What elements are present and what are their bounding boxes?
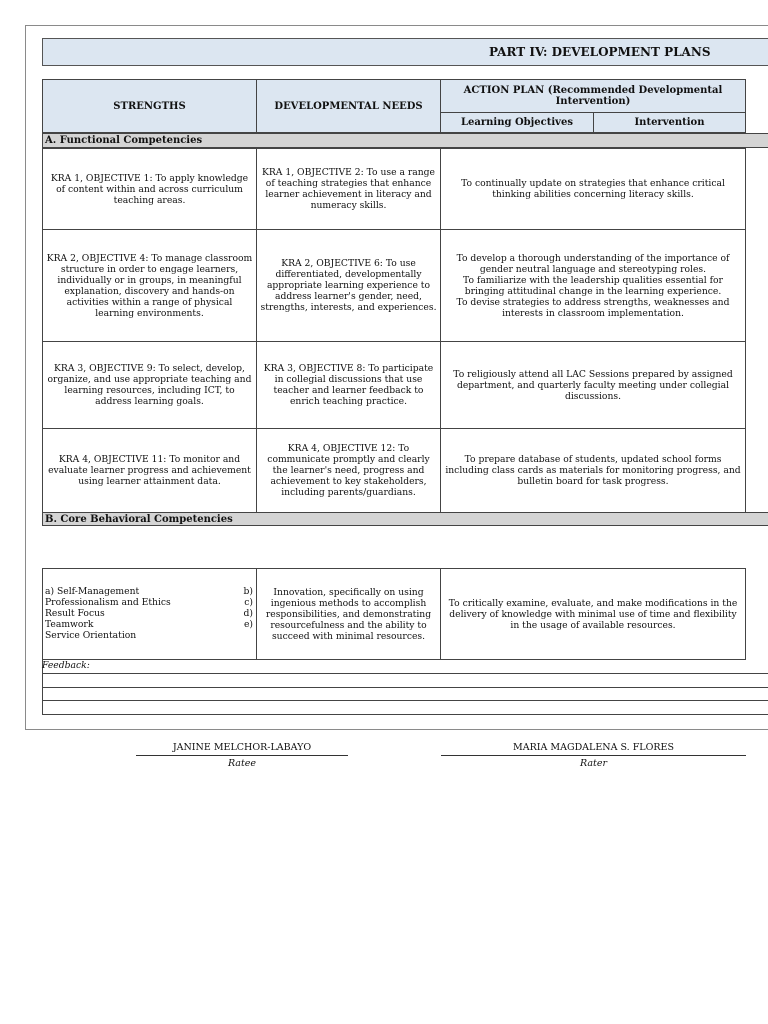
page-title: PART IV: DEVELOPMENT PLANS <box>489 45 711 59</box>
rater-name: MARIA MAGDALENA S. FLORES <box>441 742 746 756</box>
feedback-line <box>42 687 768 688</box>
header-action-plan-label: ACTION PLAN (Recommended Developmental Intervention) <box>463 85 723 107</box>
section-a-label: A. Functional Competencies <box>42 133 768 148</box>
row4-action: To prepare database of students, updated school forms including class cards as materials for monitoring progress, and bulletin board for task progress. <box>440 428 746 513</box>
core-item: Result Focus d) <box>45 608 253 619</box>
feedback-line <box>42 714 768 715</box>
row2-action-line: To devise strategies to address strengths, weaknesses and interests in classroom implementation. <box>456 296 730 319</box>
core-item: a) Self-Management b) <box>45 586 253 597</box>
core-action: To critically examine, evaluate, and make modifications in the delivery of knowledge with minimal use of time and flexibility in the usage of available resources. <box>440 568 746 660</box>
row1-strength: KRA 1, OBJECTIVE 1: To apply knowledge of content within and across curriculum teaching areas. <box>42 148 257 230</box>
header-learning-objectives <box>440 112 594 133</box>
ratee-role: Ratee <box>227 758 257 769</box>
ratee-name: JANINE MELCHOR-LABAYO <box>136 742 348 756</box>
row2-action-line: To develop a thorough understanding of the importance of gender neutral language and stereotyping roles. <box>456 252 730 275</box>
row3-action: To religiously attend all LAC Sessions prepared by assigned department, and quarterly faculty meeting under collegial discussions. <box>440 341 746 429</box>
page-title-bar <box>42 38 768 66</box>
row1-action: To continually update on strategies that enhance critical thinking abilities concerning literacy skills. <box>440 148 746 230</box>
row3-need: KRA 3, OBJECTIVE 8: To participate in collegial discussions that use teacher and learner feedback to enrich teaching practice. <box>256 341 441 429</box>
header-intervention <box>593 112 746 133</box>
header-learning-objectives-label: Learning Objectives <box>461 117 573 128</box>
core-item: Professionalism and Ethics c) <box>45 597 253 608</box>
feedback-label: Feedback: <box>42 660 90 671</box>
core-competency-list-cell <box>42 568 257 660</box>
header-needs <box>256 79 441 133</box>
core-item: Service Orientation <box>45 630 137 641</box>
core-item: Teamwork e) <box>45 619 253 630</box>
section-b-label: B. Core Behavioral Competencies <box>42 512 768 526</box>
ratee-signature-block <box>136 742 348 769</box>
row2-need: KRA 2, OBJECTIVE 6: To use differentiated, developmentally appropriate learning experience to address learner's gender, need, strengths, interests, and experiences. <box>256 229 441 342</box>
header-strengths <box>42 79 257 133</box>
row3-strength: KRA 3, OBJECTIVE 9: To select, develop, organize, and use appropriate teaching and learning resources, including ICT, to address learning goals. <box>42 341 257 429</box>
header-intervention-label: Intervention <box>634 117 705 128</box>
header-strengths-label: STRENGTHS <box>113 100 186 112</box>
core-need: Innovation, specifically on using ingenious methods to accomplish responsibilities, and demonstrating resourcefulness and the ability to succeed with minimal resources. <box>256 568 441 660</box>
row2-action <box>440 229 746 342</box>
header-action-plan <box>440 79 746 113</box>
row4-strength: KRA 4, OBJECTIVE 11: To monitor and evaluate learner progress and achievement using learner attainment data. <box>42 428 257 513</box>
row1-need: KRA 1, OBJECTIVE 2: To use a range of teaching strategies that enhance learner achievement in literacy and numeracy skills. <box>256 148 441 230</box>
row4-need: KRA 4, OBJECTIVE 12: To communicate promptly and clearly the learner's need, progress and achievement to key stakeholders, including parents/guardians. <box>256 428 441 513</box>
row2-strength: KRA 2, OBJECTIVE 4: To manage classroom structure in order to engage learners, individually or in groups, in meaningful explanation, discovery and hands-on activities within a range of physical learning environments. <box>42 229 257 342</box>
rater-signature-block <box>441 742 746 769</box>
core-competency-list <box>45 586 253 641</box>
rater-role: Rater <box>579 758 607 769</box>
feedback-line <box>42 700 768 701</box>
row2-action-line: To familiarize with the leadership qualities essential for bringing attitudinal change in the learning experience. <box>463 274 723 297</box>
header-needs-label: DEVELOPMENTAL NEEDS <box>274 100 423 112</box>
feedback-line <box>42 673 768 674</box>
